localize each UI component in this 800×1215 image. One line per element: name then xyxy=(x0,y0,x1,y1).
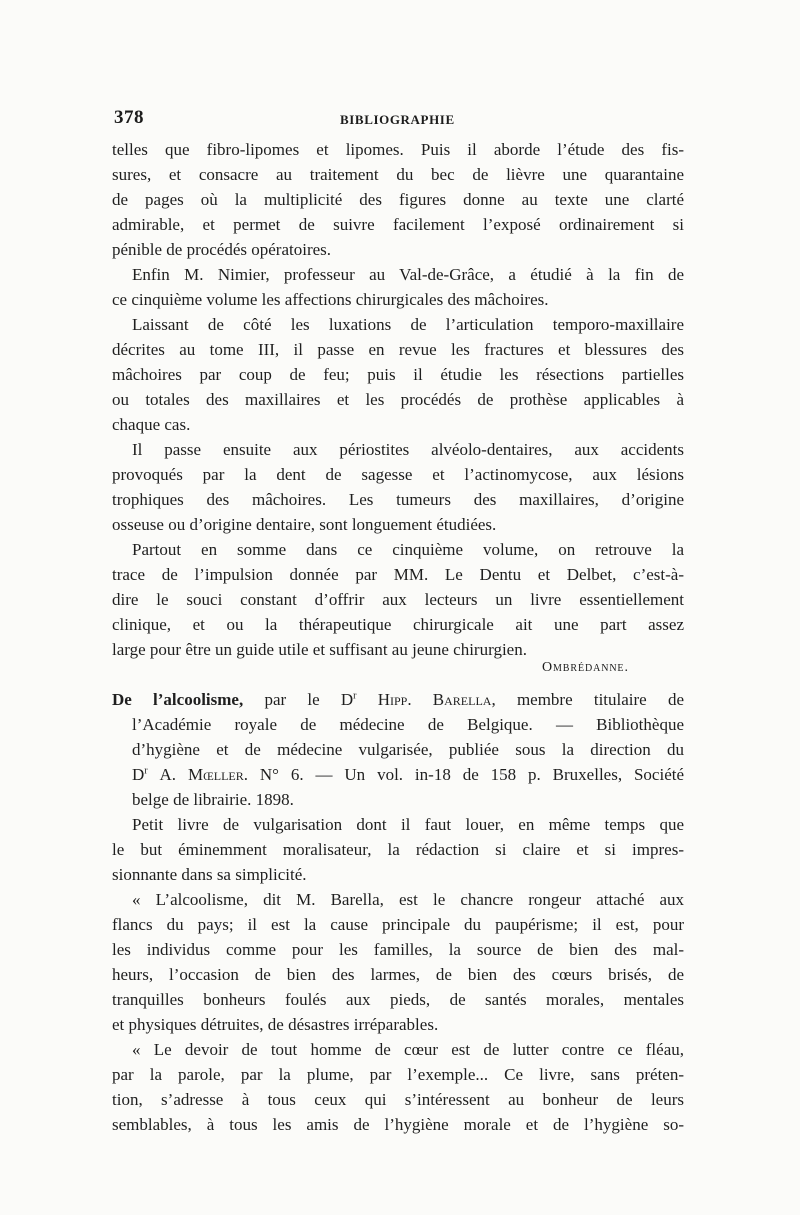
text-line: sionnante dans sa simplicité. xyxy=(112,865,307,884)
text-line: Il passe ensuite aux périostites alvéolo-dentaires, aux accidents xyxy=(132,440,684,459)
text-line: les individus comme pour les familles, la source de bien des mal- xyxy=(112,940,684,959)
text-line: et physiques détruites, de désastres irréparables. xyxy=(112,1015,439,1034)
text-line: décrites au tome III, il passe en revue les fractures et blessures des xyxy=(112,340,684,359)
text-line: flancs du pays; il est la cause principale du paupérisme; il est, pour xyxy=(112,915,684,934)
byline-text: par le D xyxy=(264,690,354,709)
byline-superscript: r xyxy=(353,690,357,702)
reviewer-signature: Ombrédanne. xyxy=(542,660,629,675)
text-line: « Le devoir de tout homme de cœur est de lutter contre ce fléau, xyxy=(132,1040,684,1059)
text-line: mâchoires par coup de feu; puis il étudie les résections partielles xyxy=(112,365,684,384)
text-line: tion, s’adresse à tous ceux qui s’intéressent au bonheur de leurs xyxy=(112,1090,684,1109)
text-line: sures, et consacre au traitement du bec de lièvre une quarantaine xyxy=(112,165,684,184)
text-line: telles que fibro-lipomes et lipomes. Puis il aborde l’étude des fis- xyxy=(112,140,684,159)
text-line: heurs, l’occasion de bien des larmes, de bien des cœurs brisés, de xyxy=(112,965,684,984)
text-line: ce cinquième volume les affections chirurgicales des mâchoires. xyxy=(112,290,549,309)
text-line: Petit livre de vulgarisation dont il faut louer, en même temps que xyxy=(132,815,684,834)
text-line: Laissant de côté les luxations de l’articulation temporo-maxillaire xyxy=(132,315,684,334)
editor-rest: N° 6. — Un vol. in-18 de 158 p. Bruxelles, Société xyxy=(259,765,685,784)
text-line: Enfin M. Nimier, professeur au Val-de-Grâce, a étudié à la fin de xyxy=(132,265,684,284)
text-line: chaque cas. xyxy=(112,415,191,434)
review-title-line xyxy=(112,688,684,712)
review-title: De l’alcoolisme, xyxy=(112,690,244,709)
text-line: par la parole, par la plume, par l’exemple... Ce livre, sans préten- xyxy=(112,1065,684,1084)
text-line: clinique, et ou la thérapeutique chirurgicale ait une part assez xyxy=(112,615,684,634)
text-line: provoqués par la dent de sagesse et l’actinomycose, aux lésions xyxy=(112,465,684,484)
text-line: admirable, et permet de suivre facilement l’exposé ordinairement si xyxy=(112,215,684,234)
editor-name: A. Mœller. xyxy=(159,765,248,784)
author-name: Hipp. Barella, xyxy=(377,690,496,709)
text-line: de pages où la multiplicité des figures donne au texte une clarté xyxy=(112,190,684,209)
page-number: 378 xyxy=(114,107,144,128)
text-line: Partout en somme dans ce cinquième volume, on retrouve la xyxy=(132,540,684,559)
editor-line xyxy=(132,763,684,787)
text-line: « L’alcoolisme, dit M. Barella, est le chancre rongeur attaché aux xyxy=(132,890,684,909)
editor-prefix: D xyxy=(132,765,145,784)
text-line: osseuse ou d’origine dentaire, sont longuement étudiées. xyxy=(112,515,497,534)
text-line: dire le souci constant d’offrir aux lecteurs un livre essentiellement xyxy=(112,590,684,609)
text-line: l’Académie royale de médecine de Belgique. — Bibliothèque xyxy=(132,715,684,734)
text-line: trace de l’impulsion donnée par MM. Le Dentu et Delbet, c’est-à- xyxy=(112,565,684,584)
text-line: large pour être un guide utile et suffisant au jeune chirurgien. xyxy=(112,640,527,659)
running-head: BIBLIOGRAPHIE xyxy=(340,112,455,127)
text-line: tranquilles bonheurs foulés aux pieds, de santés morales, mentales xyxy=(112,990,684,1009)
byline-text: membre titulaire de xyxy=(516,690,684,709)
text-line: d’hygiène et de médecine vulgarisée, publiée sous la direction du xyxy=(132,740,684,759)
text-line: semblables, à tous les amis de l’hygiène morale et de l’hygiène so- xyxy=(112,1115,684,1134)
text-line: le but éminemment moralisateur, la rédaction si claire et si impres- xyxy=(112,840,684,859)
text-line: trophiques des mâchoires. Les tumeurs des maxillaires, d’origine xyxy=(112,490,684,509)
text-line: belge de librairie. 1898. xyxy=(132,790,294,809)
text-line: pénible de procédés opératoires. xyxy=(112,240,332,259)
text-line: ou totales des maxillaires et les procédés de prothèse applicables à xyxy=(112,390,684,409)
editor-superscript: r xyxy=(144,765,148,777)
